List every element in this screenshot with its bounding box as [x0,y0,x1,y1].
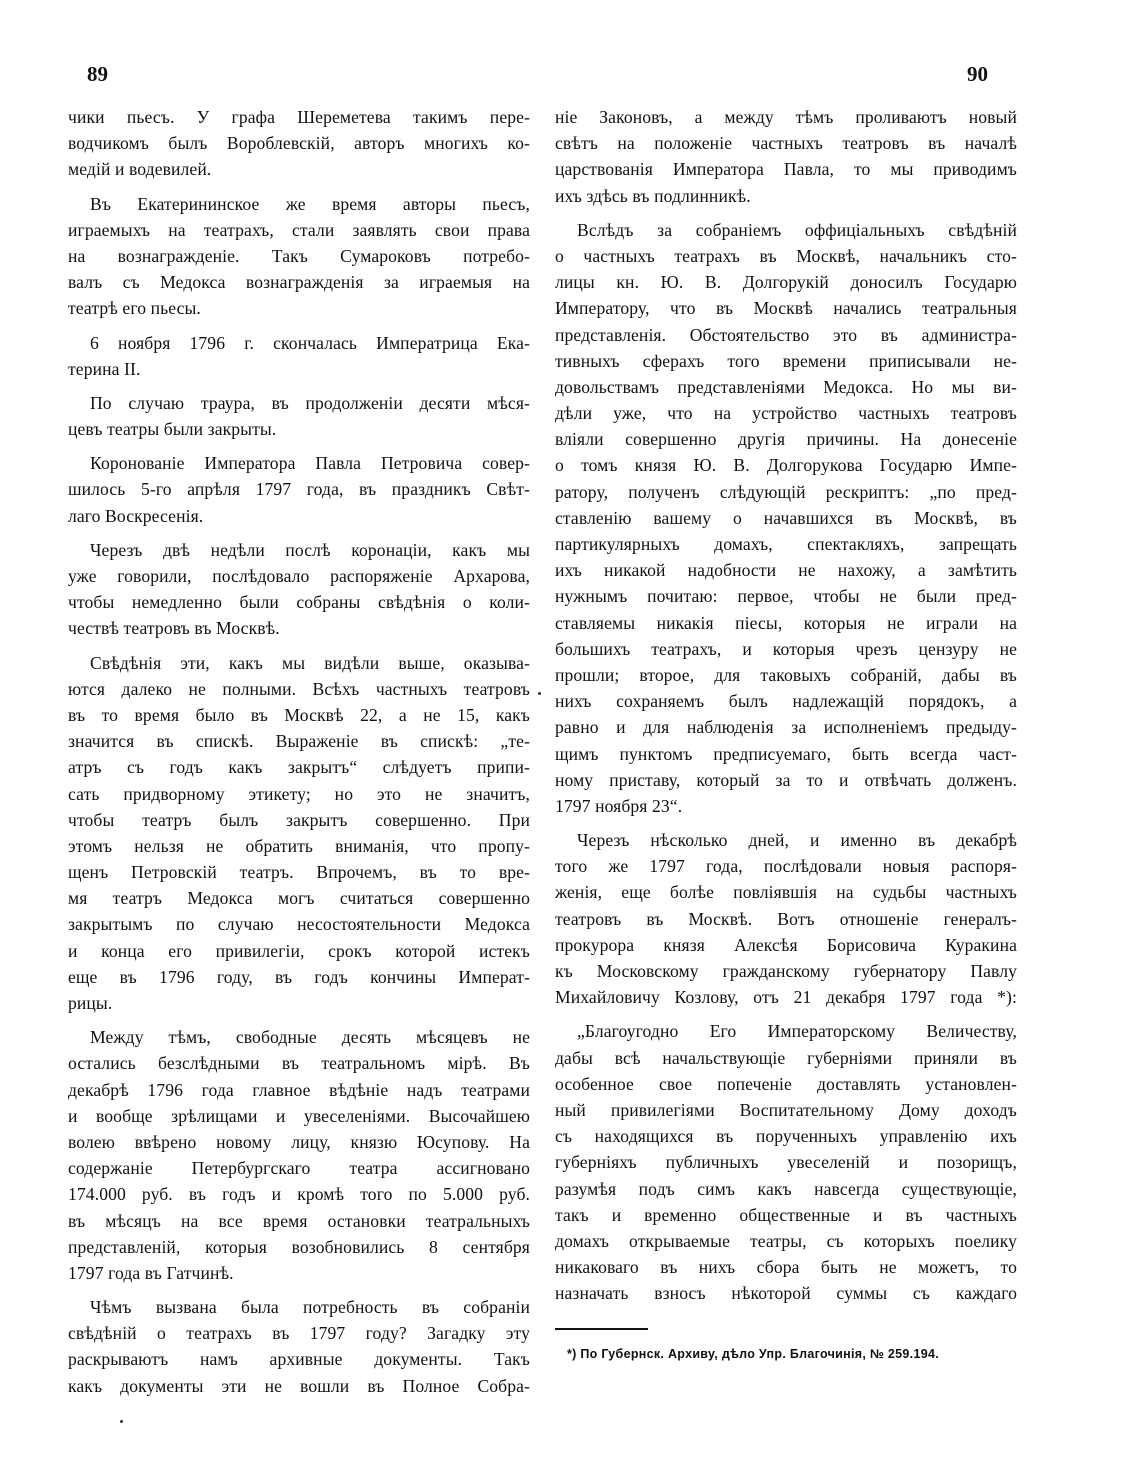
paragraph-gap [68,642,530,650]
text-line: лаго Воскресенія. [68,505,204,526]
paragraph-gap [68,1016,530,1024]
text-line: представленій, которыя возобновились 8 сентября [68,1236,530,1257]
text-line: медій и водевилей. [68,159,212,180]
text-line: 1797 года въ Гатчинѣ. [68,1262,234,1283]
paragraph-gap [555,1010,1017,1018]
text-line: ніе Законовъ, а между тѣмъ проливаютъ новый [555,107,1017,127]
text-line: свѣдѣній о театрахъ въ 1797 году? Загадку эту [68,1323,530,1344]
text-line: ихъ никакой надобности не нахожу, а замѣтить [555,560,1017,581]
scan-speck [538,692,541,695]
page-number-left: 89 [87,62,108,86]
page-number-right: 90 [967,62,988,86]
text-line: прокурора князя Алексѣя Борисовича Куракина [555,934,1017,955]
text-line: ратору, полученъ слѣдующій рескриптъ: „по пред- [555,481,1017,502]
text-line: валъ съ Медокса вознагражденія за играемыя на [68,272,530,293]
text-line: партикулярныхъ домахъ, спектакляхъ, запрещать [555,534,1017,554]
text-line: ихъ здѣсь въ подлинникѣ. [555,185,751,206]
text-line: дабы всѣ начальствующіе губерніями приняли въ [555,1047,1017,1068]
text-line: и вообще зрѣлищами и увеселеніями. Высочайшею [68,1105,530,1126]
text-line: уже говорили, послѣдовало распоряженіе Архарова, [68,566,530,586]
text-line: еще въ 1796 году, въ годъ кончины Императ- [68,966,530,987]
text-line: остались безслѣдными въ театральномъ мірѣ. Въ [68,1053,530,1074]
text-line: свѣтъ на положеніе частныхъ театровъ въ началѣ [555,133,1017,154]
text-line: съ находящихся въ порученныхъ управленію ихъ [555,1126,1017,1147]
footnote: *) По Губернск. Архиву, дѣло Упр. Благочинія, № 259.194. [567,1347,939,1361]
text-line: довольствамъ представленіями Медокса. Но мы ви- [555,376,1017,397]
text-line: этомъ нельзя не обратить вниманія, что пропу- [68,835,530,856]
text-line: царствованія Императора Павла, то мы приводимъ [555,159,1017,180]
paragraph-gap [555,819,1017,827]
text-line: Императору, что въ Москвѣ начались театральныя [555,298,1017,319]
text-line: ются далеко не полными. Всѣхъ частныхъ театровъ [68,678,530,699]
text-line: щенъ Петровскій театръ. Впрочемъ, въ то вре- [68,862,530,883]
text-line: большихъ театрахъ, и которыя чрезъ цензуру не [555,638,1017,659]
text-line: назначать взносъ нѣкоторой суммы съ каждаго [555,1283,1017,1304]
text-line: значится въ спискѣ. Выраженіе въ спискѣ: „те- [68,731,530,752]
text-line: сать придворному этикету; но это не значитъ, [68,783,530,804]
text-line: чтобы театръ былъ закрытъ совершенно. При [68,809,530,830]
text-line: рицы. [68,993,113,1013]
text-line: домахъ открываемые театры, съ которыхъ поелику [555,1230,1017,1251]
text-line: равно и для наблюденія за исполненіемъ предыду- [555,717,1017,738]
text-line: нихъ сохраняемъ былъ надлежащій порядокъ, а [555,691,1017,712]
text-line: ставленію вашему о начавшихся въ Москвѣ, въ [555,507,1017,528]
paragraph-gap [68,1286,530,1294]
text-line: того же 1797 года, послѣдовали новыя распоря- [555,856,1017,877]
paragraph-gap [68,322,530,330]
text-line: о частныхъ театрахъ въ Москвѣ, начальникъ сто- [555,245,1017,266]
text-line: 1797 ноября 23“. [555,795,683,816]
text-line: 6 ноября 1796 г. скончалась Императрица Ека- [90,332,530,353]
text-line: представленія. Обстоятельство это въ администра- [555,324,1017,345]
text-line: какъ документы эти не вошли въ Полное Собра- [68,1375,530,1396]
text-line: „Благоугодно Его Императорскому Величеству, [577,1021,1017,1042]
text-line: тивныхъ сферахъ того времени приписывали не- [555,350,1017,371]
text-line: Въ Екатерининское же время авторы пьесъ, [90,193,530,214]
text-line: чтобы немедленно были собраны свѣдѣнія о коли- [68,592,530,613]
text-line: чествѣ театровъ въ Москвѣ. [68,618,280,639]
text-line: 174.000 руб. въ годъ и кромѣ того по 5.000 руб. [68,1184,530,1205]
text-line: особенное свое попеченіе доставлять установлен- [555,1073,1017,1094]
text-line: театровъ въ Москвѣ. Вотъ отношеніе генералъ- [555,908,1017,929]
text-line: въ мѣсяцъ на все время остановки театральныхъ [68,1210,530,1231]
paragraph-gap [68,382,530,390]
text-line: театрѣ его пьесы. [68,298,201,319]
text-line: Чѣмъ вызвана была потребность въ собраніи [90,1297,530,1318]
text-line: волею ввѣрено новому лицу, князю Юсупову. На [68,1131,530,1152]
text-line: терина II. [68,358,141,379]
paragraph-gap [68,529,530,537]
paragraph-gap [68,442,530,450]
text-line: Вслѣдъ за собраніемъ оффиціальныхъ свѣдѣній [577,219,1017,240]
text-line: мя театръ Медокса могъ считаться совершенно [68,888,530,909]
text-line: женія, еще болѣе повліявшія на судьбы частныхъ [555,882,1017,903]
text-line: вліяли совершенно другія причины. На донесеніе [555,429,1017,450]
text-line: ставляемы никакія піесы, которыя не играли на [555,612,1017,633]
text-line: на вознагражденіе. Такъ Сумароковъ потребо- [68,245,530,266]
text-line: прошли; второе, для таковыхъ собраній, дабы въ [555,664,1017,685]
text-line: закрытымъ по случаю несостоятельности Медокса [68,914,530,935]
text-line: Михайловичу Козлову, отъ 21 декабря 1797 года *): [555,987,1017,1008]
text-line: и конца его привилегіи, срокъ которой истекъ [68,940,530,961]
text-line: водчикомъ былъ Вороблевскій, авторъ многихъ ко- [68,133,530,154]
paragraph-gap [555,209,1017,217]
footnote-divider [555,1328,648,1330]
text-line: цевъ театры были закрыты. [68,419,277,440]
text-line: атръ съ годъ какъ закрытъ“ слѣдуетъ припи- [68,757,530,778]
text-line: нужнымъ почитаю: первое, чтобы не были пред- [555,586,1017,607]
text-line: декабрѣ 1796 года главное вѣдѣніе надъ театрами [68,1079,530,1100]
scan-speck [120,1420,123,1423]
text-line: къ Московскому гражданскому губернатору Павлу [555,961,1017,981]
text-line: раскрываютъ намъ архивные документы. Такъ [68,1349,530,1370]
text-line: шилось 5-го апрѣля 1797 года, въ праздникъ Свѣт- [68,479,530,500]
text-line: играемыхъ на театрахъ, стали заявлять свои права [68,219,530,240]
text-line: Свѣдѣнія эти, какъ мы видѣли выше, оказыва- [90,652,530,673]
left-column-text [68,104,530,1399]
text-line: Коронованіе Императора Павла Петровича совер- [90,453,530,474]
text-line: такъ и временно общественные и въ частныхъ [555,1204,1017,1225]
text-line: дѣли уже, что на устройство частныхъ театровъ [555,403,1017,424]
right-column-text [555,104,1017,1306]
text-line: По случаю траура, въ продолженіи десяти мѣся- [90,392,530,413]
text-line: лицы кн. Ю. В. Долгорукій доносилъ Государю [555,272,1017,293]
text-line: никаковаго въ нихъ сбора быть не можетъ, то [555,1257,1017,1278]
text-line: Между тѣмъ, свободные десять мѣсяцевъ не [90,1027,530,1048]
text-line: ный привилегіями Воспитательному Дому доходъ [555,1099,1017,1120]
text-line: Черезъ нѣсколько дней, и именно въ декабрѣ [577,830,1017,851]
text-line: содержаніе Петербургскаго театра ассигновано [68,1158,530,1179]
text-line: губерніяхъ публичныхъ увеселеній и позорищъ, [555,1152,1017,1173]
text-line: ному приставу, который за то и отвѣчать долженъ. [555,769,1017,790]
text-line: чики пьесъ. У графа Шереметева такимъ пере- [68,107,530,127]
text-line: въ то время было въ Москвѣ 22, а не 15, какъ [68,704,530,725]
text-line: разумѣя подъ симъ какъ навсегда существующіе, [555,1178,1017,1199]
paragraph-gap [68,183,530,191]
text-line: Черезъ двѣ недѣли послѣ коронаціи, какъ мы [90,539,530,560]
text-line: щимъ пунктомъ предписуемаго, быть всегда част- [555,743,1017,764]
text-line: о томъ князя Ю. В. Долгорукова Государю Импе- [555,455,1017,476]
